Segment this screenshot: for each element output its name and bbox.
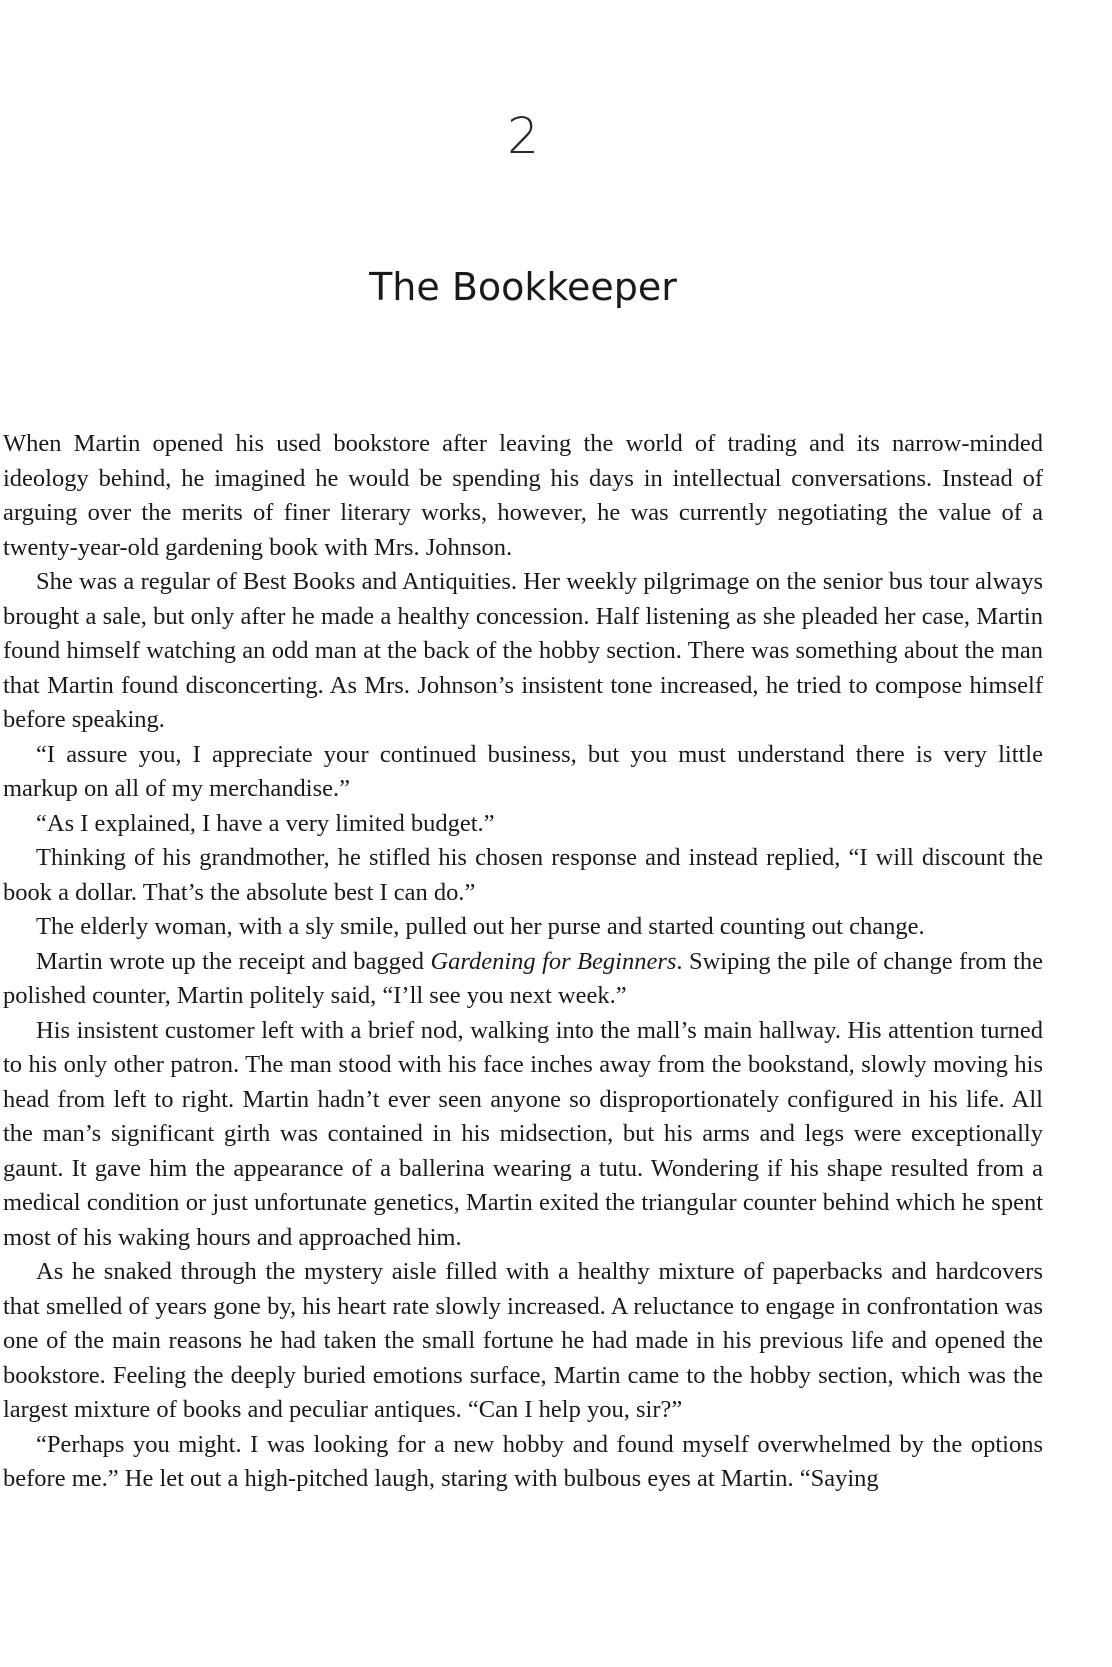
paragraph: “Perhaps you might. I was looking for a new hobby and found myself overwhelmed by the options before me.” He let out a high-pitched laugh, staring with bulbous eyes at Martin. “Saying	[3, 1430, 1043, 1492]
paragraph: When Martin opened his used bookstore after leaving the world of trading and its narrow-minded ideology behind, he imagined he would be spending his days in intellectual conversations. Instead of arguing over the merits of finer literary works, however, he was currently negotiating the value of a twenty-year-old gardening book with Mrs. Johnson.	[3, 430, 1043, 561]
paragraph: The elderly woman, with a sly smile, pulled out her purse and started counting out change.	[36, 913, 925, 940]
chapter-body	[3, 427, 1043, 1497]
book-title: Gardening for Beginners	[430, 947, 677, 975]
paragraph: “As I explained, I have a very limited budget.”	[36, 809, 495, 837]
paragraph: His insistent customer left with a brief nod, walking into the mall’s main hallway. His attention turned to his only other patron. The man stood with his face inches away from the bookstand, slowly moving his head from left to right. Martin hadn’t ever seen anyone so disproportionately configured in his life. All the man’s significant girth was contained in his midsection, but his arms and legs were exceptionally gaunt. It gave him the appearance of a ballerina wearing a tutu. Wondering if his shape resulted from a medical condition or just unfortunate genetics, Martin exited the triangular counter behind which he spent most of his waking hours and approached him.	[3, 1016, 1043, 1251]
chapter-number: 2	[507, 107, 539, 165]
paragraph: “I assure you, I appreciate your continued business, but you must understand there is very little markup on all of my merchandise.”	[3, 740, 1043, 802]
paragraph-text: . Swiping the pile of change from the polished counter, Martin politely said, “I’ll see you next week.”	[3, 947, 1043, 1009]
paragraph: As he snaked through the mystery aisle filled with a healthy mixture of paperbacks and hardcovers that smelled of years gone by, his heart rate slowly increased. A reluctance to engage in confrontation was one of the main reasons he had taken the small fortune he had made in his previous life and opened the bookstore. Feeling the deeply buried emotions surface, Martin came to the hobby section, which was the largest mixture of books and peculiar antiques. “Can I help you, sir?”	[3, 1258, 1043, 1423]
paragraph-text: Martin wrote up the receipt and bagged	[36, 947, 431, 975]
paragraph	[3, 945, 1043, 1014]
chapter-title: The Bookkeeper	[369, 265, 677, 309]
paragraph: She was a regular of Best Books and Antiquities. Her weekly pilgrimage on the senior bus tour always brought a sale, but only after he made a healthy concession. Half listening as she pleaded her case, Martin found himself watching an odd man at the back of the hobby section. There was something about the man that Martin found disconcerting. As Mrs. Johnson’s insistent tone increased, he tried to compose himself before speaking.	[3, 568, 1043, 733]
paragraph: Thinking of his grandmother, he stifled his chosen response and instead replied, “I will discount the book a dollar. That’s the absolute best I can do.”	[3, 844, 1043, 906]
